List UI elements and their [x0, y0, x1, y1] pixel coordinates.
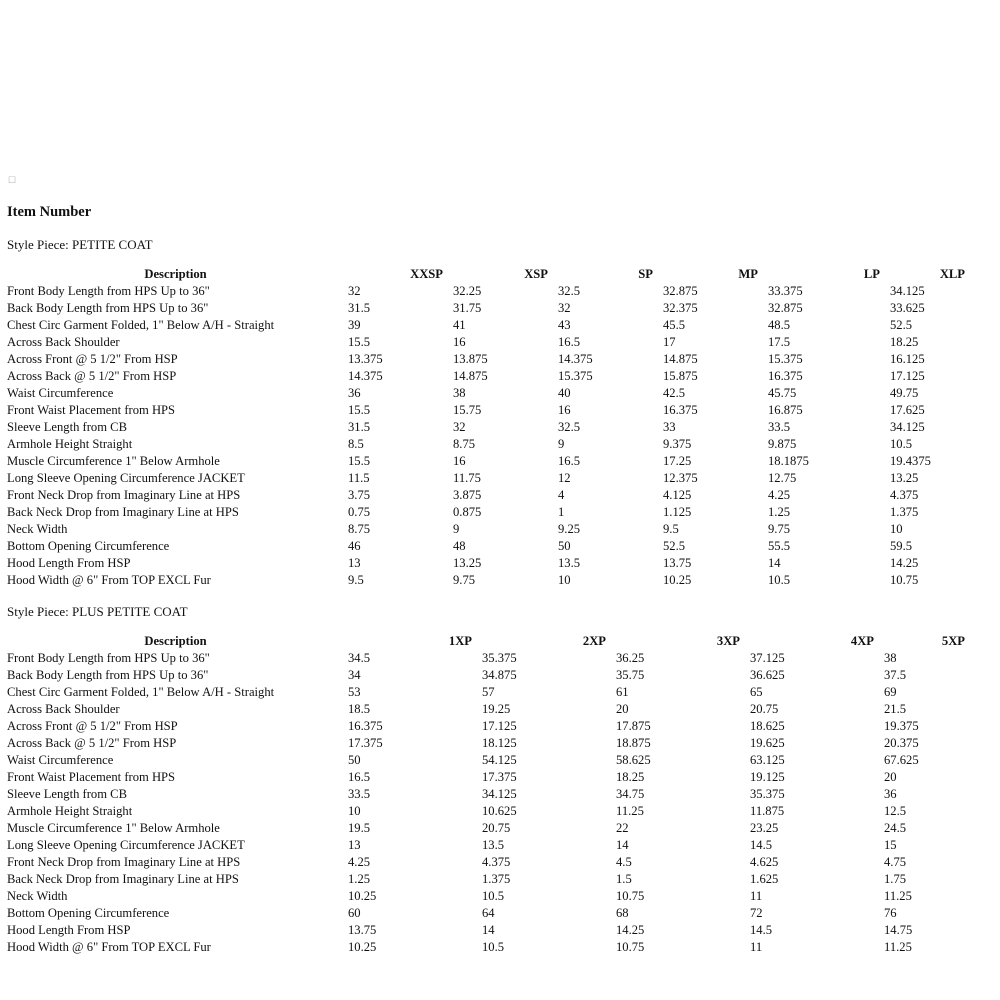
measurement-value-cell: 8.75 — [453, 437, 476, 451]
measurement-value-cell: 35.375 — [750, 787, 785, 801]
measurement-value-cell: 42.5 — [663, 386, 686, 400]
table-row — [5, 317, 973, 334]
measurement-description-cell: Waist Circumference — [7, 386, 114, 400]
table-row — [5, 402, 973, 419]
measurement-value-cell: 9.5 — [663, 522, 679, 536]
measurement-value-cell: 1.375 — [890, 505, 919, 519]
measurement-value-cell: 48.5 — [768, 318, 791, 332]
table-header-row — [5, 266, 973, 283]
measurement-value-cell: 10.25 — [663, 573, 692, 587]
measurement-value-cell: 13.5 — [558, 556, 581, 570]
table-row — [5, 334, 973, 351]
measurement-value-cell: 32.375 — [663, 301, 698, 315]
measurement-value-cell: 13.375 — [348, 352, 383, 366]
petite-coat-spec-table — [5, 266, 973, 589]
measurement-description-cell: Across Back Shoulder — [7, 702, 120, 716]
table-row — [5, 871, 973, 888]
measurement-value-cell: 3.75 — [348, 488, 371, 502]
measurement-value-cell: 1.625 — [750, 872, 779, 886]
measurement-description-cell: Back Neck Drop from Imaginary Line at HPS — [7, 872, 239, 886]
measurement-value-cell: 49.75 — [890, 386, 919, 400]
measurement-value-cell: 39 — [348, 318, 361, 332]
measurement-value-cell: 15.5 — [348, 335, 371, 349]
measurement-value-cell: 1.25 — [348, 872, 371, 886]
measurement-value-cell: 18.875 — [616, 736, 651, 750]
measurement-value-cell: 14 — [616, 838, 629, 852]
measurement-value-cell: 10.25 — [348, 889, 377, 903]
table-row — [5, 283, 973, 300]
measurement-value-cell: 1.125 — [663, 505, 692, 519]
measurement-value-cell: 10.5 — [482, 889, 505, 903]
measurement-value-cell: 32.875 — [768, 301, 803, 315]
measurement-value-cell: 18.125 — [482, 736, 517, 750]
measurement-value-cell: 34.125 — [890, 284, 925, 298]
measurement-value-cell: 10.75 — [890, 573, 919, 587]
plus-petite-coat-spec-table — [5, 633, 973, 956]
measurement-value-cell: 33.625 — [890, 301, 925, 315]
measurement-value-cell: 20 — [616, 702, 629, 716]
table-row — [5, 351, 973, 368]
table-row — [5, 769, 973, 786]
measurement-description-cell: Armhole Height Straight — [7, 437, 133, 451]
measurement-value-cell: 37.5 — [884, 668, 907, 682]
measurement-value-cell: 23.25 — [750, 821, 779, 835]
measurement-description-cell: Long Sleeve Opening Circumference JACKET — [7, 471, 245, 485]
measurement-value-cell: 17.875 — [616, 719, 651, 733]
measurement-description-cell: Chest Circ Garment Folded, 1" Below A/H - Straight — [7, 318, 275, 332]
measurement-description-cell: Muscle Circumference 1" Below Armhole — [7, 821, 220, 835]
measurement-value-cell: 16.375 — [348, 719, 383, 733]
measurement-value-cell: 0.75 — [348, 505, 371, 519]
measurement-value-cell: 58.625 — [616, 753, 651, 767]
measurement-value-cell: 20.375 — [884, 736, 919, 750]
measurement-value-cell: 14.25 — [890, 556, 919, 570]
measurement-value-cell: 10.5 — [768, 573, 791, 587]
measurement-value-cell: 16 — [453, 335, 466, 349]
measurement-value-cell: 35.375 — [482, 651, 517, 665]
measurement-value-cell: 32 — [453, 420, 466, 434]
table-row — [5, 436, 973, 453]
measurement-value-cell: 19.25 — [482, 702, 511, 716]
measurement-value-cell: 64 — [482, 906, 495, 920]
measurement-value-cell: 10.25 — [348, 940, 377, 954]
measurement-value-cell: 35.75 — [616, 668, 645, 682]
column-header-size: XXSP — [410, 267, 443, 281]
measurement-value-cell: 10.5 — [482, 940, 505, 954]
table-row — [5, 453, 973, 470]
table-row — [5, 470, 973, 487]
measurement-value-cell: 36.25 — [616, 651, 645, 665]
measurement-value-cell: 54.125 — [482, 753, 517, 767]
measurement-value-cell: 16 — [558, 403, 571, 417]
measurement-value-cell: 4.375 — [890, 488, 919, 502]
measurement-value-cell: 45.5 — [663, 318, 686, 332]
measurement-value-cell: 9 — [558, 437, 565, 451]
measurement-description-cell: Across Back @ 5 1/2" From HSP — [7, 736, 177, 750]
measurement-value-cell: 19.125 — [750, 770, 785, 784]
measurement-value-cell: 9.5 — [348, 573, 364, 587]
table-row — [5, 718, 973, 735]
plus-petite-coat-table-body — [5, 650, 973, 956]
measurement-value-cell: 10.75 — [616, 889, 645, 903]
measurement-value-cell: 32.25 — [453, 284, 482, 298]
table-row — [5, 667, 973, 684]
measurement-value-cell: 34.125 — [890, 420, 925, 434]
measurement-value-cell: 52.5 — [890, 318, 913, 332]
measurement-value-cell: 33.5 — [348, 787, 371, 801]
measurement-value-cell: 8.75 — [348, 522, 371, 536]
measurement-description-cell: Sleeve Length from CB — [7, 420, 127, 434]
measurement-value-cell: 10 — [890, 522, 903, 536]
table-row — [5, 572, 973, 589]
measurement-value-cell: 34.5 — [348, 651, 371, 665]
measurement-description-cell: Across Back Shoulder — [7, 335, 120, 349]
table-row — [5, 939, 973, 956]
measurement-description-cell: Armhole Height Straight — [7, 804, 133, 818]
measurement-value-cell: 9.375 — [663, 437, 692, 451]
measurement-value-cell: 1.25 — [768, 505, 791, 519]
measurement-description-cell: Muscle Circumference 1" Below Armhole — [7, 454, 220, 468]
measurement-value-cell: 0.875 — [453, 505, 482, 519]
column-header-description: Description — [144, 267, 207, 281]
measurement-value-cell: 11.75 — [453, 471, 481, 485]
measurement-value-cell: 20.75 — [482, 821, 511, 835]
measurement-description-cell: Bottom Opening Circumference — [7, 906, 170, 920]
measurement-value-cell: 52.5 — [663, 539, 686, 553]
measurement-value-cell: 76 — [884, 906, 897, 920]
measurement-value-cell: 11.25 — [884, 940, 912, 954]
measurement-value-cell: 48 — [453, 539, 466, 553]
measurement-value-cell: 20.75 — [750, 702, 779, 716]
table-header-row — [5, 633, 973, 650]
measurement-value-cell: 4.375 — [482, 855, 511, 869]
measurement-value-cell: 12.375 — [663, 471, 698, 485]
measurement-value-cell: 14.375 — [558, 352, 593, 366]
table-row — [5, 905, 973, 922]
measurement-value-cell: 11 — [750, 889, 763, 903]
measurement-value-cell: 12 — [558, 471, 571, 485]
measurement-value-cell: 9 — [453, 522, 460, 536]
measurement-value-cell: 36 — [884, 787, 897, 801]
measurement-description-cell: Chest Circ Garment Folded, 1" Below A/H - Straight — [7, 685, 275, 699]
measurement-value-cell: 11.25 — [884, 889, 912, 903]
measurement-value-cell: 1 — [558, 505, 565, 519]
measurement-value-cell: 11.25 — [616, 804, 644, 818]
measurement-value-cell: 55.5 — [768, 539, 791, 553]
measurement-description-cell: Back Body Length from HPS Up to 36" — [7, 668, 209, 682]
measurement-description-cell: Bottom Opening Circumference — [7, 539, 170, 553]
table-row — [5, 504, 973, 521]
table-row — [5, 786, 973, 803]
measurement-value-cell: 16.5 — [558, 454, 581, 468]
measurement-value-cell: 14.5 — [750, 838, 773, 852]
measurement-value-cell: 15.75 — [453, 403, 482, 417]
measurement-value-cell: 17 — [663, 335, 676, 349]
table-row — [5, 735, 973, 752]
measurement-value-cell: 13 — [348, 556, 361, 570]
measurement-value-cell: 36.625 — [750, 668, 785, 682]
measurement-value-cell: 13.25 — [890, 471, 919, 485]
measurement-value-cell: 33.375 — [768, 284, 803, 298]
measurement-description-cell: Front Body Length from HPS Up to 36" — [7, 651, 210, 665]
column-header-size: 1XP — [448, 634, 472, 648]
measurement-value-cell: 72 — [750, 906, 763, 920]
measurement-value-cell: 17.375 — [482, 770, 517, 784]
measurement-value-cell: 1.5 — [616, 872, 632, 886]
column-header-size: 5XP — [941, 634, 965, 648]
measurement-value-cell: 14.5 — [750, 923, 773, 937]
table-row — [5, 752, 973, 769]
table-row — [5, 820, 973, 837]
measurement-value-cell: 12.5 — [884, 804, 907, 818]
measurement-description-cell: Waist Circumference — [7, 753, 114, 767]
petite-coat-table-body — [5, 283, 973, 589]
measurement-value-cell: 17.125 — [890, 369, 925, 383]
table-row — [5, 888, 973, 905]
measurement-value-cell: 15.5 — [348, 454, 371, 468]
column-header-size: XLP — [939, 267, 965, 281]
table-row — [5, 555, 973, 572]
measurement-value-cell: 11.875 — [750, 804, 785, 818]
measurement-description-cell: Front Neck Drop from Imaginary Line at HPS — [7, 855, 241, 869]
table-row — [5, 538, 973, 555]
measurement-value-cell: 19.625 — [750, 736, 785, 750]
measurement-value-cell: 13.25 — [453, 556, 482, 570]
table-row — [5, 922, 973, 939]
measurement-value-cell: 40 — [558, 386, 571, 400]
measurement-description-cell: Front Neck Drop from Imaginary Line at HPS — [7, 488, 241, 502]
measurement-value-cell: 13.75 — [663, 556, 692, 570]
measurement-value-cell: 31.5 — [348, 301, 371, 315]
measurement-value-cell: 34.75 — [616, 787, 645, 801]
measurement-value-cell: 67.625 — [884, 753, 919, 767]
measurement-value-cell: 3.875 — [453, 488, 482, 502]
measurement-value-cell: 22 — [616, 821, 629, 835]
measurement-value-cell: 32 — [348, 284, 361, 298]
measurement-value-cell: 32 — [558, 301, 571, 315]
measurement-description-cell: Across Back @ 5 1/2" From HSP — [7, 369, 177, 383]
measurement-value-cell: 24.5 — [884, 821, 907, 835]
measurement-value-cell: 15 — [884, 838, 897, 852]
measurement-description-cell: Front Waist Placement from HPS — [7, 403, 176, 417]
measurement-value-cell: 14.875 — [663, 352, 698, 366]
column-header-size: LP — [863, 267, 880, 281]
table-row — [5, 701, 973, 718]
measurement-value-cell: 16.375 — [768, 369, 803, 383]
measurement-value-cell: 34 — [348, 668, 361, 682]
measurement-value-cell: 50 — [558, 539, 571, 553]
measurement-value-cell: 20 — [884, 770, 897, 784]
measurement-value-cell: 16.125 — [890, 352, 925, 366]
measurement-value-cell: 9.25 — [558, 522, 581, 536]
measurement-value-cell: 18.1875 — [768, 454, 809, 468]
measurement-description-cell: Hood Width @ 6" From TOP EXCL Fur — [7, 573, 211, 587]
measurement-value-cell: 38 — [884, 651, 897, 665]
measurement-value-cell: 17.375 — [348, 736, 383, 750]
measurement-value-cell: 57 — [482, 685, 495, 699]
measurement-value-cell: 18.25 — [616, 770, 645, 784]
measurement-value-cell: 13.5 — [482, 838, 505, 852]
measurement-value-cell: 4.75 — [884, 855, 907, 869]
style-piece-label-petite-coat: Style Piece: PETITE COAT — [7, 237, 153, 252]
measurement-value-cell: 43 — [558, 318, 571, 332]
measurement-value-cell: 17.5 — [768, 335, 791, 349]
measurement-value-cell: 14.375 — [348, 369, 383, 383]
measurement-value-cell: 32.5 — [558, 420, 581, 434]
column-header-description: Description — [144, 634, 207, 648]
measurement-description-cell: Front Body Length from HPS Up to 36" — [7, 284, 210, 298]
measurement-value-cell: 1.375 — [482, 872, 511, 886]
measurement-value-cell: 31.5 — [348, 420, 371, 434]
measurement-value-cell: 15.375 — [768, 352, 803, 366]
measurement-value-cell: 4 — [558, 488, 565, 502]
table-row — [5, 487, 973, 504]
measurement-value-cell: 61 — [616, 685, 629, 699]
measurement-description-cell: Across Front @ 5 1/2" From HSP — [7, 719, 178, 733]
measurement-value-cell: 14 — [768, 556, 781, 570]
measurement-value-cell: 16.875 — [768, 403, 803, 417]
measurement-value-cell: 4.25 — [768, 488, 791, 502]
measurement-value-cell: 14.875 — [453, 369, 488, 383]
measurement-value-cell: 9.75 — [768, 522, 791, 536]
measurement-value-cell: 18.5 — [348, 702, 371, 716]
measurement-value-cell: 10 — [348, 804, 361, 818]
measurement-value-cell: 14.75 — [884, 923, 913, 937]
table-row — [5, 368, 973, 385]
table-row — [5, 385, 973, 402]
measurement-value-cell: 11 — [750, 940, 763, 954]
measurement-description-cell: Long Sleeve Opening Circumference JACKET — [7, 838, 245, 852]
item-number-heading: Item Number — [7, 204, 92, 220]
measurement-value-cell: 15.375 — [558, 369, 593, 383]
measurement-value-cell: 13.75 — [348, 923, 377, 937]
measurement-value-cell: 15.875 — [663, 369, 698, 383]
measurement-value-cell: 68 — [616, 906, 629, 920]
measurement-value-cell: 8.5 — [348, 437, 364, 451]
measurement-value-cell: 34.875 — [482, 668, 517, 682]
measurement-value-cell: 4.25 — [348, 855, 371, 869]
table-row — [5, 300, 973, 317]
measurement-value-cell: 33 — [663, 420, 676, 434]
measurement-value-cell: 17.25 — [663, 454, 692, 468]
measurement-value-cell: 17.625 — [890, 403, 925, 417]
broken-image-icon: ☐ — [8, 175, 17, 185]
measurement-value-cell: 45.75 — [768, 386, 797, 400]
measurement-value-cell: 15.5 — [348, 403, 371, 417]
style-piece-label-plus-petite-coat: Style Piece: PLUS PETITE COAT — [7, 604, 188, 619]
measurement-value-cell: 33.5 — [768, 420, 791, 434]
measurement-value-cell: 37.125 — [750, 651, 785, 665]
measurement-value-cell: 32.875 — [663, 284, 698, 298]
table-row — [5, 650, 973, 667]
column-header-size: 4XP — [850, 634, 874, 648]
measurement-value-cell: 10.75 — [616, 940, 645, 954]
measurement-value-cell: 32.5 — [558, 284, 581, 298]
measurement-description-cell: Across Front @ 5 1/2" From HSP — [7, 352, 178, 366]
measurement-description-cell: Neck Width — [7, 522, 68, 536]
measurement-description-cell: Hood Width @ 6" From TOP EXCL Fur — [7, 940, 211, 954]
measurement-description-cell: Back Neck Drop from Imaginary Line at HPS — [7, 505, 239, 519]
table-row — [5, 854, 973, 871]
measurement-value-cell: 12.75 — [768, 471, 797, 485]
measurement-value-cell: 9.75 — [453, 573, 476, 587]
measurement-value-cell: 50 — [348, 753, 361, 767]
measurement-value-cell: 4.625 — [750, 855, 779, 869]
measurement-description-cell: Neck Width — [7, 889, 68, 903]
measurement-value-cell: 34.125 — [482, 787, 517, 801]
measurement-value-cell: 36 — [348, 386, 361, 400]
measurement-value-cell: 13 — [348, 838, 361, 852]
measurement-value-cell: 4.5 — [616, 855, 632, 869]
column-header-size: 3XP — [716, 634, 740, 648]
column-header-size: MP — [738, 267, 758, 281]
measurement-value-cell: 9.875 — [768, 437, 797, 451]
measurement-description-cell: Hood Length From HSP — [7, 556, 131, 570]
measurement-value-cell: 19.5 — [348, 821, 371, 835]
measurement-description-cell: Front Waist Placement from HPS — [7, 770, 176, 784]
measurement-value-cell: 10 — [558, 573, 571, 587]
measurement-value-cell: 18.25 — [890, 335, 919, 349]
measurement-value-cell: 38 — [453, 386, 466, 400]
measurement-value-cell: 10.5 — [890, 437, 913, 451]
table-row — [5, 521, 973, 538]
measurement-value-cell: 60 — [348, 906, 361, 920]
measurement-value-cell: 14.25 — [616, 923, 645, 937]
measurement-value-cell: 46 — [348, 539, 361, 553]
measurement-value-cell: 1.75 — [884, 872, 907, 886]
measurement-description-cell: Hood Length From HSP — [7, 923, 131, 937]
measurement-value-cell: 16 — [453, 454, 466, 468]
column-header-size: 2XP — [582, 634, 606, 648]
measurement-value-cell: 69 — [884, 685, 897, 699]
table-row — [5, 419, 973, 436]
measurement-description-cell: Sleeve Length from CB — [7, 787, 127, 801]
measurement-value-cell: 18.625 — [750, 719, 785, 733]
measurement-value-cell: 59.5 — [890, 539, 913, 553]
column-header-size: XSP — [524, 267, 548, 281]
measurement-value-cell: 63.125 — [750, 753, 785, 767]
measurement-value-cell: 10.625 — [482, 804, 517, 818]
table-row — [5, 684, 973, 701]
measurement-value-cell: 21.5 — [884, 702, 907, 716]
measurement-value-cell: 65 — [750, 685, 763, 699]
measurement-value-cell: 16.5 — [558, 335, 581, 349]
measurement-value-cell: 41 — [453, 318, 466, 332]
measurement-value-cell: 17.125 — [482, 719, 517, 733]
measurement-value-cell: 16.5 — [348, 770, 371, 784]
measurement-value-cell: 14 — [482, 923, 495, 937]
measurement-value-cell: 13.875 — [453, 352, 488, 366]
column-header-size: SP — [638, 267, 653, 281]
measurement-value-cell: 19.375 — [884, 719, 919, 733]
measurement-value-cell: 4.125 — [663, 488, 692, 502]
measurement-value-cell: 16.375 — [663, 403, 698, 417]
measurement-description-cell: Back Body Length from HPS Up to 36" — [7, 301, 209, 315]
measurement-value-cell: 11.5 — [348, 471, 370, 485]
measurement-value-cell: 31.75 — [453, 301, 482, 315]
table-row — [5, 803, 973, 820]
measurement-value-cell: 53 — [348, 685, 361, 699]
table-row — [5, 837, 973, 854]
measurement-value-cell: 19.4375 — [890, 454, 931, 468]
